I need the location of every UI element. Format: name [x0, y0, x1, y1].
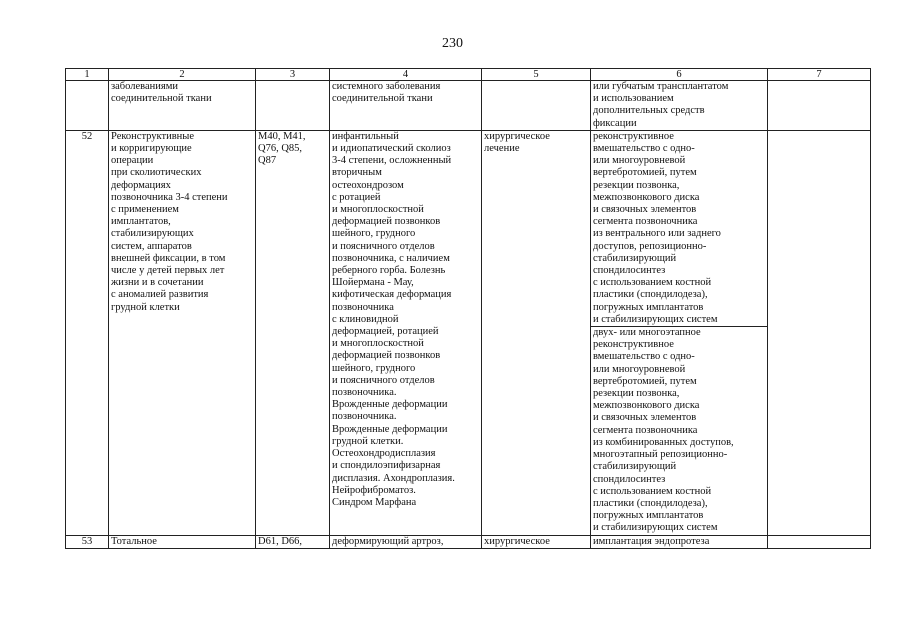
cell-line: спондилосинтез: [593, 473, 666, 485]
cell-line: вертебротомией, путем: [593, 375, 697, 387]
cell-line: дисплазия. Ахондроплазия.: [332, 472, 455, 484]
cell-line: вертебротомией, путем: [593, 167, 697, 179]
cell-line: резекции позвонка,: [593, 388, 680, 400]
cell-line: инфантильный: [332, 130, 399, 142]
cell-line: и стабилизирующих систем: [593, 313, 718, 325]
cont-col4: [330, 81, 482, 131]
cell-line: пластики (спондилодеза),: [593, 497, 708, 509]
cell-line: из вентрального или заднего: [593, 228, 721, 240]
cell-line: стабилизирующий: [593, 461, 677, 473]
cell-line: шейного, грудного: [332, 228, 416, 240]
treatment-type: хирургическое: [482, 535, 591, 548]
cell-line: 3-4 степени, осложненный: [332, 155, 452, 167]
cell-line: сегмента позвоночника: [593, 424, 698, 436]
cell-line: Q76, Q85,: [258, 143, 303, 155]
cell-line: операции: [111, 155, 154, 167]
method: [591, 130, 768, 535]
diagnosis: деформирующий артроз,: [330, 535, 482, 548]
cell-line: вторичным: [332, 167, 382, 179]
cell-line: позвоночника: [332, 301, 394, 313]
operation-name: Тотальное: [109, 535, 256, 548]
cell-line: Нейрофиброматоз.: [332, 484, 416, 496]
cell-line: реконструктивное: [593, 130, 674, 142]
method-a: [593, 131, 765, 326]
cell-line: и связочных элементов: [593, 204, 697, 216]
cell-line: имплантатов,: [111, 216, 171, 228]
cell-line: двух- или многоэтапное: [593, 327, 701, 339]
cell-line: и идиопатический сколиоз: [332, 143, 451, 155]
cell-line: с применением: [111, 204, 179, 216]
cell-line: Синдром Марфана: [332, 496, 417, 508]
header-col-3: 3: [256, 69, 330, 81]
row-number: 52: [66, 130, 109, 535]
cell-line: погружных имплантатов: [593, 510, 704, 522]
cell-line: Реконструктивные: [111, 130, 195, 142]
cell-line: межпозвонкового диска: [593, 400, 700, 412]
cell-line: и многоплоскостной: [332, 338, 424, 350]
cell-line: числе у детей первых лет: [111, 265, 225, 277]
continuation-row: [66, 81, 871, 131]
cell-line: вмешательство с одно-: [593, 143, 695, 155]
header-col-4: 4: [330, 69, 482, 81]
header-row: [66, 69, 871, 81]
treatment-type: [482, 130, 591, 535]
cell-line: и корригирующие: [111, 143, 192, 155]
diagnosis: [330, 130, 482, 535]
cell-line: Врожденные деформации: [332, 399, 448, 411]
cell-line: деформацией позвонков: [332, 350, 441, 362]
cell-line: жизни и в сочетании: [111, 277, 204, 289]
cell-line: остеохондрозом: [332, 179, 404, 191]
cell-line: сегмента позвоночника: [593, 216, 698, 228]
cell-line: стабилизирующий: [593, 252, 677, 264]
method-b: [591, 326, 767, 534]
cell-line: шейного, грудного: [332, 362, 416, 374]
cell-line: реконструктивное: [593, 339, 674, 351]
cell-line: и использованием: [593, 93, 674, 105]
cell-line: системного заболевания: [332, 81, 441, 92]
cell-line: вмешательство с одно-: [593, 351, 695, 363]
cell-line: межпозвонкового диска: [593, 191, 700, 203]
cell-line: или многоуровневой: [593, 155, 686, 167]
cell-line: многоэтапный репозиционно-: [593, 449, 728, 461]
cell-line: при сколиотических: [111, 167, 202, 179]
header-col-2: 2: [109, 69, 256, 81]
cell-line: доступов, репозиционно-: [593, 240, 707, 252]
cell-line: Врожденные деформации: [332, 423, 448, 435]
cell-line: грудной клетки: [111, 301, 180, 313]
cell-line: и поясничного отделов: [332, 240, 435, 252]
header-col-6: 6: [591, 69, 768, 81]
cell-line: с ротацией: [332, 191, 381, 203]
cell-line: из комбинированных доступов,: [593, 436, 734, 448]
cell-line: систем, аппаратов: [111, 240, 192, 252]
cell-line: и многоплоскостной: [332, 204, 424, 216]
cell-line: деформациях: [111, 179, 171, 191]
cell-line: с клиновидной: [332, 313, 399, 325]
cell-line: и стабилизирующих систем: [593, 522, 718, 534]
cell-line: позвоночника, с наличием: [332, 252, 450, 264]
cell-line: и спондилоэпифизарная: [332, 460, 441, 472]
cell-line: соединительной ткани: [111, 93, 212, 105]
table-row-52: [66, 130, 871, 535]
cell-line: деформацией, ротацией: [332, 326, 439, 338]
cell-line: M40, M41,: [258, 130, 306, 142]
header-col-7: 7: [768, 69, 871, 81]
cell-line: резекции позвонка,: [593, 179, 680, 191]
cell-line: лечение: [484, 143, 520, 155]
cell-line: Шойермана - Мау,: [332, 277, 414, 289]
cont-col2: [109, 81, 256, 131]
cell-line: с использованием костной: [593, 485, 712, 497]
cont-col6: [591, 81, 768, 131]
cell-line: и поясничного отделов: [332, 374, 435, 386]
cell-line: позвоночника.: [332, 387, 397, 399]
cell-line: реберного горба. Болезнь: [332, 265, 446, 277]
cell-line: внешней фиксации, в том: [111, 252, 226, 264]
cell-line: спондилосинтез: [593, 265, 666, 277]
page-number: 230: [442, 36, 463, 51]
cell-line: пластики (спондилодеза),: [593, 289, 708, 301]
cell-line: фиксации: [593, 117, 637, 129]
row-number: 53: [66, 535, 109, 548]
cell-line: и связочных элементов: [593, 412, 697, 424]
procedures-table: [65, 68, 871, 549]
icd-codes: [256, 130, 330, 535]
cell-line: или губчатым трансплантатом: [593, 81, 729, 92]
operation-name: [109, 130, 256, 535]
method: имплантация эндопротеза: [591, 535, 768, 548]
cell-line: погружных имплантатов: [593, 301, 704, 313]
cell-line: с аномалией развития: [111, 289, 209, 301]
header-col-1: 1: [66, 69, 109, 81]
cell-line: позвоночника 3-4 степени: [111, 191, 228, 203]
cell-line: грудной клетки.: [332, 435, 404, 447]
cell-line: кифотическая деформация: [332, 289, 452, 301]
header-col-5: 5: [482, 69, 591, 81]
cell-line: Q87: [258, 155, 277, 167]
table-row-53: [66, 535, 871, 548]
cell-line: дополнительных средств: [593, 105, 705, 117]
cell-line: с использованием костной: [593, 277, 712, 289]
cell-line: позвоночника.: [332, 411, 397, 423]
cell-line: Остеохондродисплазия: [332, 448, 436, 460]
cell-line: заболеваниями: [111, 81, 178, 92]
icd-codes: D61, D66,: [256, 535, 330, 548]
cell-line: деформацией позвонков: [332, 216, 441, 228]
cell-line: стабилизирующих: [111, 228, 194, 240]
cell-line: соединительной ткани: [332, 93, 433, 105]
cell-line: хирургическое: [484, 130, 550, 142]
cell-line: или многоуровневой: [593, 363, 686, 375]
